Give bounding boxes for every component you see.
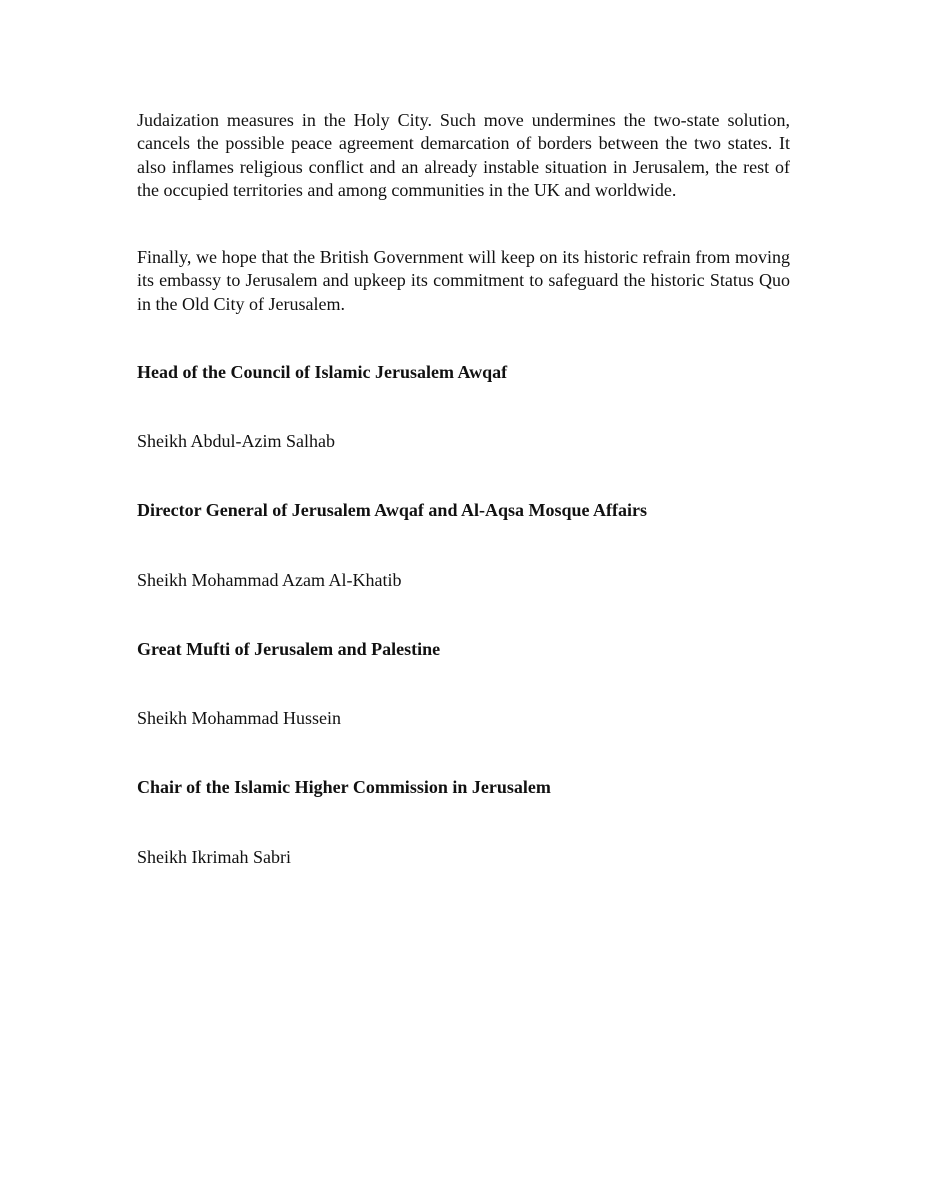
signatory-name: Sheikh Mohammad Azam Al-Khatib (137, 570, 402, 590)
body-paragraph: Judaization measures in the Holy City. Such move undermines the two-state solution, cancels the possible peace agreement demarcation of borders between the two states. It also inflames religious conflict and an already instable situation in Jerusalem, the rest of the occupied territories and among communities in the UK and worldwide. (137, 110, 790, 200)
signatory-title: Director General of Jerusalem Awqaf and Al-Aqsa Mosque Affairs (137, 500, 647, 520)
signatory-name: Sheikh Abdul-Azim Salhab (137, 431, 335, 451)
closing-paragraph: Finally, we hope that the British Government will keep on its historic refrain from moving its embassy to Jerusalem and upkeep its commitment to safeguard the historic Status Quo in the Old City of Jerusalem. (137, 247, 790, 314)
signatory-name: Sheikh Mohammad Hussein (137, 708, 341, 728)
signatory-title: Head of the Council of Islamic Jerusalem Awqaf (137, 362, 508, 382)
signatory-name: Sheikh Ikrimah Sabri (137, 847, 291, 867)
signatory-title: Great Mufti of Jerusalem and Palestine (137, 639, 441, 659)
signatory-title: Chair of the Islamic Higher Commission in Jerusalem (137, 777, 551, 797)
